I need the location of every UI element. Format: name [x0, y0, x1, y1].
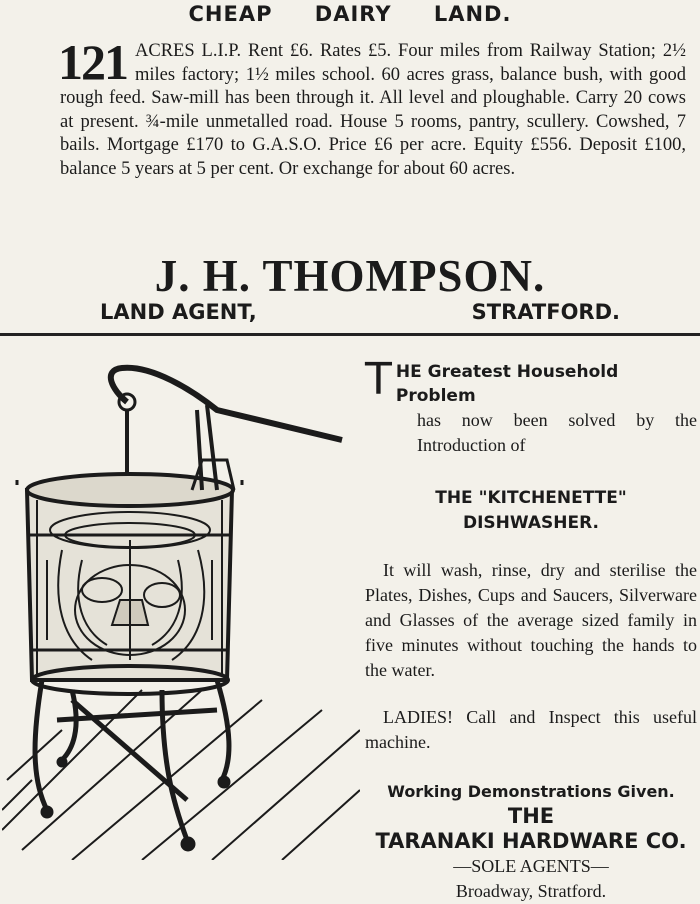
agent-title: LAND AGENT,: [100, 300, 257, 324]
lot-number: 121: [58, 34, 127, 90]
listing-text: [58, 34, 686, 181]
section-divider: [0, 333, 700, 336]
dishwasher-ad: [365, 354, 697, 904]
drop-cap: T: [365, 354, 392, 405]
company-address: Broadway, Stratford.: [455, 881, 607, 901]
dishwasher-illustration: [2, 360, 360, 860]
agent-line: [100, 300, 620, 324]
the-word: THE: [507, 804, 555, 828]
demonstrations-line: Working Demonstrations Given.: [387, 782, 675, 801]
product-line-2: DISHWASHER.: [463, 513, 599, 533]
ad-headline: HE Greatest Household Problem: [395, 362, 619, 406]
ad-intro: has now been solved by the Introduction of: [417, 410, 697, 455]
ad-heading: CHEAP DAIRY LAND.: [188, 2, 512, 26]
product-line-1: THE "KITCHENETTE": [435, 488, 627, 508]
agent-name: J. H. THOMPSON.: [154, 251, 546, 301]
listing-body: ACRES L.I.P. Rent £6. Rates £5. Four miles from Railway Station; 2½ miles factory; 1½ miles school. 60 acres grass, balance bush, with good rough feed. Saw-mill has been through it. All level and ploughable. Carry 20 cows at present. ¾-mile unmetalled road. House 5 rooms, pantry, scullery. Cowshed, 7 bails. Mortgage £170 to G.A.S.O. Price £6 per acre. Equity £556. Deposit £100, balance 5 years at 5 per cent. Or exchange for about 60 acres.: [60, 41, 686, 179]
call-to-action: LADIES! Call and Inspect this useful machine.: [365, 707, 697, 752]
agent-town: STRATFORD.: [471, 300, 620, 324]
product-description: It will wash, rinse, dry and sterilise the Plates, Dishes, Cups and Saucers, Silverware and Glasses of the average sized family in five minutes without touching the hands to the water.: [365, 560, 697, 680]
sole-agents: —SOLE AGENTS—: [453, 856, 609, 876]
company-name: TARANAKI HARDWARE CO.: [375, 829, 687, 853]
